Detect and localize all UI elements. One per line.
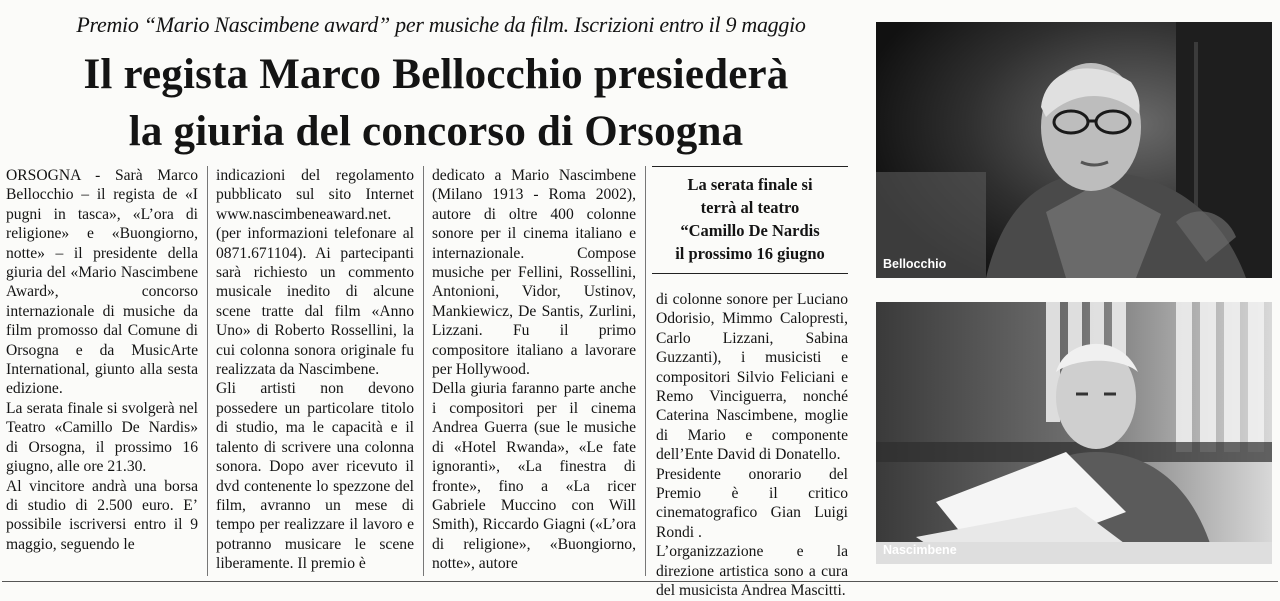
article-column-4 [656,290,848,601]
headline-line-2: la giuria del concorso di Orsogna [128,108,744,155]
pull-quote-line: terrà al teatro [700,198,800,217]
kicker: Premio “Mario Nascimbene award” per musiche da film. Iscrizioni entro il 9 maggio [76,12,806,37]
paragraph: ORSOGNA - Sarà Marco Bellocchio – il regista de «I pugni in tasca», «L’ora di religione» e «Buongiorno, notte» – il presidente della giuria del «Mario Nascimbene Award», concorso internazionale di musiche da film promosso dal Comune di Orsogna e da MusicArte International, giunto alla sesta edizione. [6,167,198,398]
photo-caption: Bellocchio [883,257,947,271]
photo-nascimbene [876,302,1272,564]
portrait-image [876,22,1272,278]
photo-caption: Nascimbene [883,543,957,557]
paragraph: Presidente onorario del Premio è il critico cinematografico Gian Luigi Rondi . [656,465,848,541]
article-column-3 [432,166,636,574]
column-divider [207,166,208,576]
article-column-2 [216,166,414,574]
paragraph: Della giuria faranno parte anche i compositori per il cinema Andrea Guerra (sue le musiche di «Hotel Rwanda», «Le fate ignoranti», «La finestra di fronte», fino a «La ricer Gabriele Muccino con Will Smith), Riccardo Giagni («L’ora di religione», «Buongiorno, notte», autore [432,380,636,573]
headline [8,46,864,160]
pull-quote-line: il prossimo 16 giugno [675,244,825,263]
paragraph: indicazioni del regolamento pubblicato sul sito Internet www.nascimbeneaward.net. (per informazioni telefonare al 0871.671104). Ai partecipanti sarà richiesto un commento musicale inedito di alcune scene tratte dal film «Anno Uno» di Roberto Rossellini, la cui colonna sonora originale fu realizzata da Nascimbene. [216,167,414,379]
column-divider [423,166,424,576]
paragraph: L’organizzazione e la direzione artistica sono a cura del musicista Andrea Mascitti. [656,543,848,600]
headline-line-1: Il regista Marco Bellocchio presiederà [83,51,789,98]
pull-quote-line: La serata finale si [687,175,813,194]
paragraph: dedicato a Mario Nascimbene (Milano 1913 - Roma 2002), autore di oltre 400 colonne sonore per il cinema italiano e internazionale. Compose musiche per Fellini, Rossellini, Antonioni, Vidor, Ustinov, Mankiewicz, De Santis, Zurlini, Lizzani. Fu il primo compositore italiano a lavorare per Hollywood. [432,167,636,379]
portrait-image [876,302,1272,564]
pull-quote-line: “Camillo De Nardis [680,221,820,240]
paragraph: Al vincitore andrà una borsa di studio di 2.500 euro. E’ possibile iscriversi entro il 9 maggio, seguendo le [6,477,198,553]
paragraph: di colonne sonore per Luciano Odorisio, Mimmo Calopresti, Carlo Lizzani, Sabina Guzzanti), i musicisti e compositori Silvio Feliciani e Remo Vinciguerra, nonché Caterina Nascimbene, moglie di Mario e componente dell’Ente David di Donatello. [656,291,848,464]
paragraph: La serata finale si svolgerà nel Teatro «Camillo De Nardis» di Orsogna, il prossimo 16 giugno, alle ore 21.30. [6,399,198,476]
column-divider [645,166,646,576]
pull-quote-box [652,166,848,274]
article-column-1 [6,166,198,554]
paragraph: Gli artisti non devono possedere un particolare titolo di studio, ma le capacità e il talento di scrivere una colonna sonora. Dopo aver ricevuto il dvd contenente lo spezzone del film, avranno un mese di tempo per realizzare il lavoro e potranno musicare le scene liberamente. Il premio è [216,380,414,573]
photo-bellocchio [876,22,1272,278]
bottom-rule [2,581,1278,582]
